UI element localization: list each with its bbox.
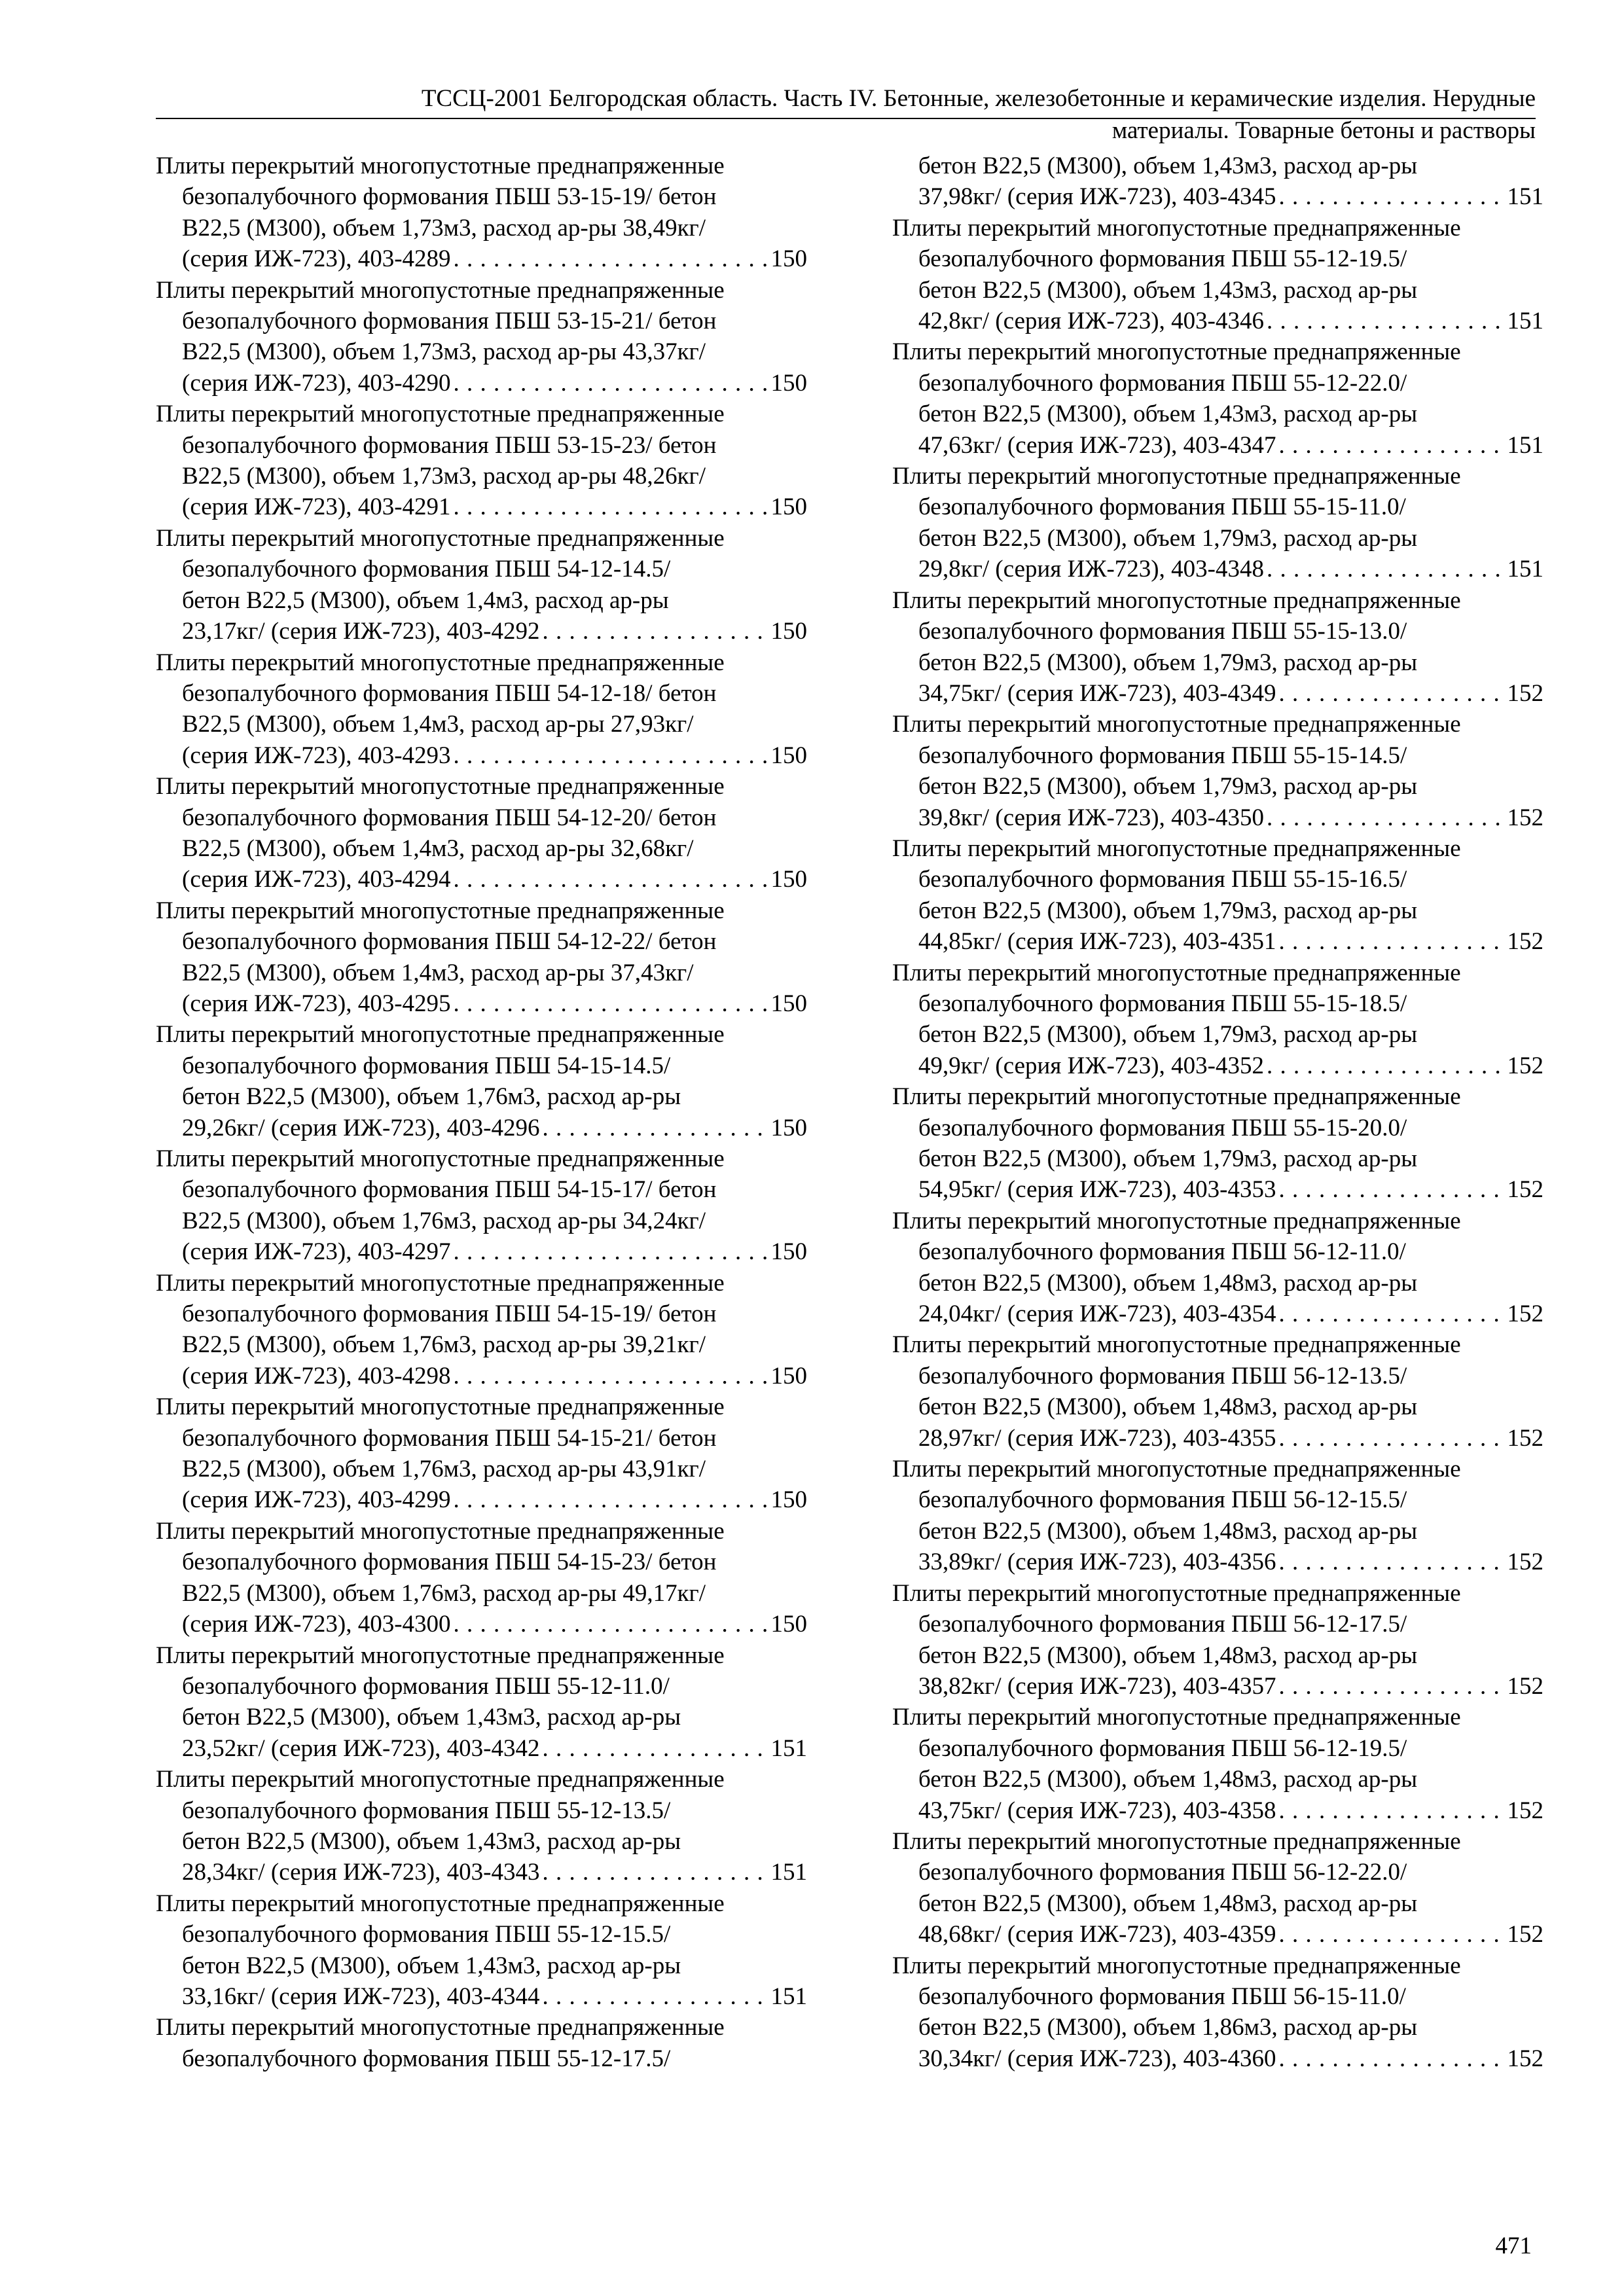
entry-page-number: 150 [770, 1486, 807, 1514]
entry-text: 44,85кг/ (серия ИЖ-723), 403-4351 [918, 928, 1276, 956]
index-entry [156, 1640, 807, 1765]
index-entry [892, 1950, 1543, 2075]
entry-line: бетон B22,5 (М300), объем 1,43м3, расход ар-ры [182, 1952, 681, 1979]
entry-line: безопалубочного формования ПБШ 55-12-22.0/ [918, 369, 1407, 397]
entry-line: Плиты перекрытий многопустотные преднапряженные [156, 276, 725, 304]
entry-line: безопалубочного формования ПБШ 55-15-20.0/ [918, 1114, 1407, 1141]
entry-line [156, 1361, 807, 1391]
index-entry [156, 1764, 807, 1888]
dot-leader [542, 1857, 768, 1888]
entry-line [892, 1671, 1543, 1702]
entry-line: безопалубочного формования ПБШ 53-15-19/ бетон [182, 183, 717, 211]
index-entry [156, 399, 807, 523]
entry-text: 29,26кг/ (серия ИЖ-723), 403-4296 [182, 1114, 540, 1141]
index-entry [892, 151, 1543, 213]
index-entry [892, 1826, 1543, 1950]
entry-line: безопалубочного формования ПБШ 55-12-17.5/ [182, 2045, 671, 2072]
dot-leader [1278, 1174, 1504, 1205]
dot-leader [1278, 1671, 1504, 1702]
dot-leader [1278, 1299, 1504, 1329]
entry-line: Плиты перекрытий многопустотные преднапряженные [156, 649, 725, 676]
entry-line: Плиты перекрытий многопустотные преднапряженные [156, 1517, 725, 1545]
entry-line: Плиты перекрытий многопустотные преднапряженные [156, 1393, 725, 1421]
entry-line: безопалубочного формования ПБШ 56-12-15.5/ [918, 1486, 1407, 1514]
entry-line: B22,5 (М300), объем 1,4м3, расход ар-ры 32,68кг/ [182, 834, 694, 862]
entry-line [892, 2043, 1543, 2074]
entry-line [892, 802, 1543, 833]
index-entry [156, 1516, 807, 1640]
entry-text: (серия ИЖ-723), 403-4289 [182, 245, 451, 273]
index-entry [892, 213, 1543, 337]
entry-line: Плиты перекрытий многопустотные преднапряженные [892, 1952, 1461, 1979]
entry-line: безопалубочного формования ПБШ 55-12-19.5/ [918, 245, 1407, 273]
entry-line: бетон B22,5 (М300), объем 1,79м3, расход ар-ры [918, 1021, 1418, 1049]
entry-line [892, 1919, 1543, 1950]
entry-line: безопалубочного формования ПБШ 55-15-16.5/ [918, 866, 1407, 893]
entry-line: бетон B22,5 (М300), объем 1,79м3, расход ар-ры [918, 897, 1418, 924]
entry-line [156, 1236, 807, 1267]
entry-line: Плиты перекрытий многопустотные преднапряженные [156, 1145, 725, 1172]
dot-leader [454, 740, 768, 771]
entry-text: (серия ИЖ-723), 403-4298 [182, 1362, 451, 1390]
entry-line [156, 1609, 807, 1640]
entry-line: безопалубочного формования ПБШ 54-12-20/ бетон [182, 804, 717, 831]
entry-line: Плиты перекрытий многопустотные преднапряженные [892, 463, 1461, 490]
index-entry [156, 523, 807, 647]
entry-page-number: 152 [1507, 2045, 1543, 2072]
entry-line: безопалубочного формования ПБШ 54-15-23/ бетон [182, 1549, 717, 1576]
index-entry [892, 1578, 1543, 1702]
entry-line: Плиты перекрытий многопустотные преднапряженные [892, 1456, 1461, 1483]
header-rule [156, 118, 1536, 119]
entry-line: бетон B22,5 (М300), объем 1,79м3, расход ар-ры [918, 773, 1418, 800]
dot-leader [1278, 1919, 1504, 1950]
entry-page-number: 150 [770, 369, 807, 397]
entry-line [892, 554, 1543, 584]
index-entry [892, 1702, 1543, 1826]
index-entry [156, 1268, 807, 1392]
entry-line [156, 988, 807, 1019]
index-entry [156, 1391, 807, 1516]
entry-line [156, 616, 807, 647]
entry-line: Плиты перекрытий многопустотные преднапряженные [892, 1331, 1461, 1359]
entry-page-number: 150 [770, 493, 807, 521]
entry-page-number: 152 [1507, 1052, 1543, 1079]
entry-line: безопалубочного формования ПБШ 55-12-13.5/ [182, 1797, 671, 1824]
entry-line [892, 926, 1543, 957]
entry-line: безопалубочного формования ПБШ 56-12-17.5/ [918, 1611, 1407, 1638]
entry-line [156, 1484, 807, 1515]
entry-text: 33,89кг/ (серия ИЖ-723), 403-4356 [918, 1549, 1276, 1576]
entry-line: Плиты перекрытий многопустотные преднапряженные [892, 834, 1461, 862]
entry-line: Плиты перекрытий многопустотные преднапряженные [892, 959, 1461, 986]
entry-text: 29,8кг/ (серия ИЖ-723), 403-4348 [918, 556, 1264, 583]
entry-line: безопалубочного формования ПБШ 54-12-22/ бетон [182, 928, 717, 956]
entry-page-number: 151 [770, 1859, 807, 1886]
entry-line: Плиты перекрытий многопустотные преднапряженные [156, 1269, 725, 1297]
entry-line: B22,5 (М300), объем 1,76м3, расход ар-ры 43,91кг/ [182, 1456, 706, 1483]
dot-leader [454, 864, 768, 895]
index-entry [892, 336, 1543, 461]
entry-page-number: 150 [770, 742, 807, 769]
entry-text: (серия ИЖ-723), 403-4299 [182, 1486, 451, 1514]
dot-leader [454, 1361, 768, 1391]
entry-text: 48,68кг/ (серия ИЖ-723), 403-4359 [918, 1921, 1276, 1948]
entry-line: B22,5 (М300), объем 1,4м3, расход ар-ры 37,43кг/ [182, 959, 694, 986]
dot-leader [454, 368, 768, 399]
entry-page-number: 152 [1507, 928, 1543, 956]
entry-page-number: 150 [770, 1114, 807, 1141]
index-column-left [156, 151, 807, 2074]
dot-leader [1278, 430, 1504, 461]
entry-line: бетон B22,5 (М300), объем 1,48м3, расход ар-ры [918, 1641, 1418, 1669]
entry-line: Плиты перекрытий многопустотные преднапряженные [156, 1890, 725, 1917]
entry-page-number: 150 [770, 1238, 807, 1266]
entry-line: Плиты перекрытий многопустотные преднапряженные [156, 152, 725, 179]
entry-line: B22,5 (М300), объем 1,73м3, расход ар-ры 38,49кг/ [182, 214, 706, 242]
entry-text: 24,04кг/ (серия ИЖ-723), 403-4354 [918, 1300, 1276, 1328]
dot-leader [454, 988, 768, 1019]
entry-text: 37,98кг/ (серия ИЖ-723), 403-4345 [918, 183, 1276, 211]
entry-line: безопалубочного формования ПБШ 53-15-21/ бетон [182, 308, 717, 335]
dot-leader [1267, 306, 1505, 336]
entry-line: бетон B22,5 (М300), объем 1,79м3, расход ар-ры [918, 649, 1418, 676]
entry-line [892, 1795, 1543, 1826]
index-entry [156, 1143, 807, 1268]
entry-line [892, 678, 1543, 709]
entry-page-number: 152 [1507, 804, 1543, 831]
entry-text: 47,63кг/ (серия ИЖ-723), 403-4347 [918, 431, 1276, 459]
entry-text: 23,52кг/ (серия ИЖ-723), 403-4342 [182, 1734, 540, 1762]
entry-line: B22,5 (М300), объем 1,76м3, расход ар-ры 39,21кг/ [182, 1331, 706, 1359]
entry-line: Плиты перекрытий многопустотные преднапряженные [156, 897, 725, 924]
entry-line: Плиты перекрытий многопустотные преднапряженные [156, 1641, 725, 1669]
entry-page-number: 150 [770, 990, 807, 1017]
entry-line: Плиты перекрытий многопустотные преднапряженные [892, 214, 1461, 242]
entry-line: Плиты перекрытий многопустотные преднапряженные [156, 1021, 725, 1049]
entry-line [892, 1174, 1543, 1205]
entry-line [892, 306, 1543, 336]
entry-line: безопалубочного формования ПБШ 54-12-18/ бетон [182, 679, 717, 707]
index-entry [156, 1888, 807, 2013]
index-entry [156, 275, 807, 399]
entry-line: бетон B22,5 (М300), объем 1,86м3, расход ар-ры [918, 2014, 1418, 2041]
dot-leader [1278, 1547, 1504, 1577]
entry-line [156, 1981, 807, 2012]
index-entry [892, 833, 1543, 958]
entry-page-number: 151 [1507, 431, 1543, 459]
entry-line: бетон B22,5 (М300), объем 1,43м3, расход ар-ры [918, 276, 1418, 304]
entry-line: бетон B22,5 (М300), объем 1,48м3, расход ар-ры [918, 1766, 1418, 1793]
entry-text: (серия ИЖ-723), 403-4300 [182, 1611, 451, 1638]
entry-text: (серия ИЖ-723), 403-4293 [182, 742, 451, 769]
index-entry [892, 1081, 1543, 1206]
entry-page-number: 151 [770, 1982, 807, 2010]
entry-line: Плиты перекрытий многопустотные преднапряженные [156, 524, 725, 552]
entry-line: бетон B22,5 (М300), объем 1,43м3, расход ар-ры [182, 1827, 681, 1855]
entry-line: Плиты перекрытий многопустотные преднапряженные [892, 586, 1461, 614]
index-entry [892, 1206, 1543, 1330]
index-entry [892, 958, 1543, 1082]
entry-line [892, 430, 1543, 461]
index-entry [892, 1454, 1543, 1578]
entry-page-number: 150 [770, 1611, 807, 1638]
entry-page-number: 151 [1507, 556, 1543, 583]
entry-line [156, 1113, 807, 1143]
entry-page-number: 151 [770, 1734, 807, 1762]
entry-page-number: 151 [1507, 183, 1543, 211]
entry-page-number: 151 [1507, 308, 1543, 335]
entry-line: Плиты перекрытий многопустотные преднапряженные [892, 1207, 1461, 1234]
entry-line [156, 492, 807, 522]
dot-leader [1278, 2043, 1504, 2074]
entry-line: Плиты перекрытий многопустотные преднапряженные [156, 773, 725, 800]
dot-leader [1278, 1795, 1504, 1826]
index-entry [892, 461, 1543, 585]
entry-page-number: 152 [1507, 1176, 1543, 1204]
entry-line: бетон B22,5 (М300), объем 1,43м3, расход ар-ры [182, 1704, 681, 1731]
running-header [156, 82, 1536, 147]
index-entry [892, 585, 1543, 709]
dot-leader [542, 1733, 768, 1764]
entry-line: Плиты перекрытий многопустотные преднапряженные [892, 338, 1461, 366]
entry-line: бетон B22,5 (М300), объем 1,43м3, расход ар-ры [918, 152, 1418, 179]
entry-page-number: 152 [1507, 1921, 1543, 1948]
entry-text: (серия ИЖ-723), 403-4294 [182, 866, 451, 893]
entry-text: 33,16кг/ (серия ИЖ-723), 403-4344 [182, 1982, 540, 2010]
entry-line [156, 1733, 807, 1764]
entry-line: безопалубочного формования ПБШ 54-15-14.5/ [182, 1052, 671, 1079]
entry-line: безопалубочного формования ПБШ 56-12-19.5/ [918, 1734, 1407, 1762]
index-entry [892, 709, 1543, 833]
entry-line: B22,5 (М300), объем 1,73м3, расход ар-ры 48,26кг/ [182, 463, 706, 490]
entry-line: безопалубочного формования ПБШ 56-12-22.0/ [918, 1859, 1407, 1886]
entry-line [892, 1547, 1543, 1577]
entry-line: безопалубочного формования ПБШ 56-12-13.5/ [918, 1362, 1407, 1390]
entry-line [156, 864, 807, 895]
entry-page-number: 150 [770, 866, 807, 893]
page-number: 471 [1495, 2233, 1532, 2259]
entry-line: Плиты перекрытий многопустотные преднапряженные [156, 2014, 725, 2041]
entry-line: безопалубочного формования ПБШ 54-15-21/ бетон [182, 1424, 717, 1452]
entry-page-number: 152 [1507, 1549, 1543, 1576]
header-line-2: материалы. Товарные бетоны и растворы [1111, 117, 1536, 144]
entry-page-number: 150 [770, 1362, 807, 1390]
entry-text: 28,34кг/ (серия ИЖ-723), 403-4343 [182, 1859, 540, 1886]
entry-page-number: 152 [1507, 679, 1543, 707]
entry-text: 49,9кг/ (серия ИЖ-723), 403-4352 [918, 1052, 1264, 1079]
entry-line: бетон B22,5 (М300), объем 1,79м3, расход ар-ры [918, 524, 1418, 552]
index-entry [892, 1329, 1543, 1454]
entry-line: бетон B22,5 (М300), объем 1,48м3, расход ар-ры [918, 1269, 1418, 1297]
entry-page-number: 152 [1507, 1797, 1543, 1824]
index-column-right [892, 151, 1543, 2074]
index-entry [156, 895, 807, 1020]
entry-line [892, 181, 1543, 212]
entry-text: (серия ИЖ-723), 403-4295 [182, 990, 451, 1017]
index-entry [156, 2012, 807, 2074]
index-entry [156, 771, 807, 895]
entry-text: 34,75кг/ (серия ИЖ-723), 403-4349 [918, 679, 1276, 707]
entry-line: бетон B22,5 (М300), объем 1,4м3, расход ар-ры [182, 586, 669, 614]
entry-text: (серия ИЖ-723), 403-4297 [182, 1238, 451, 1266]
entry-text: 43,75кг/ (серия ИЖ-723), 403-4358 [918, 1797, 1276, 1824]
entry-page-number: 152 [1507, 1672, 1543, 1700]
entry-text: (серия ИЖ-723), 403-4291 [182, 493, 451, 521]
entry-text: (серия ИЖ-723), 403-4290 [182, 369, 451, 397]
entry-line: Плиты перекрытий многопустотные преднапряженные [892, 1579, 1461, 1607]
entry-page-number: 150 [770, 618, 807, 645]
entry-line: безопалубочного формования ПБШ 56-15-11.0/ [918, 1982, 1406, 2010]
entry-page-number: 152 [1507, 1300, 1543, 1328]
dot-leader [542, 1981, 768, 2012]
dot-leader [1278, 1423, 1504, 1454]
header-line-1: ТССЦ-2001 Белгородская область. Часть IV. Бетонные, железобетонные и керамические изделия. Нерудные [421, 85, 1536, 112]
index-entry [156, 647, 807, 772]
dot-leader [1278, 181, 1504, 212]
entry-text: 38,82кг/ (серия ИЖ-723), 403-4357 [918, 1672, 1276, 1700]
entry-line: Плиты перекрытий многопустотные преднапряженные [156, 401, 725, 428]
entry-line: безопалубочного формования ПБШ 55-15-11.0/ [918, 493, 1406, 521]
dot-leader [454, 492, 768, 522]
index-entry [156, 151, 807, 275]
dot-leader [1267, 802, 1505, 833]
entry-line: безопалубочного формования ПБШ 55-12-11.0/ [182, 1672, 670, 1700]
dot-leader [542, 616, 768, 647]
entry-line: Плиты перекрытий многопустотные преднапряженные [892, 1827, 1461, 1855]
entry-page-number: 152 [1507, 1424, 1543, 1452]
entry-line: безопалубочного формования ПБШ 54-15-19/ бетон [182, 1300, 717, 1328]
entry-line: Плиты перекрытий многопустотные преднапряженные [892, 1704, 1461, 1731]
dot-leader [454, 1484, 768, 1515]
entry-line [892, 1050, 1543, 1081]
entry-text: 54,95кг/ (серия ИЖ-723), 403-4353 [918, 1176, 1276, 1204]
dot-leader [1267, 554, 1505, 584]
dot-leader [454, 1609, 768, 1640]
entry-text: 39,8кг/ (серия ИЖ-723), 403-4350 [918, 804, 1264, 831]
entry-line: Плиты перекрытий многопустотные преднапряженные [156, 1766, 725, 1793]
entry-line: бетон B22,5 (М300), объем 1,43м3, расход ар-ры [918, 401, 1418, 428]
entry-text: 28,97кг/ (серия ИЖ-723), 403-4355 [918, 1424, 1276, 1452]
dot-leader [454, 1236, 768, 1267]
entry-line: безопалубочного формования ПБШ 53-15-23/ бетон [182, 431, 717, 459]
entry-line: бетон B22,5 (М300), объем 1,48м3, расход ар-ры [918, 1393, 1418, 1421]
entry-line: безопалубочного формования ПБШ 55-15-13.0/ [918, 618, 1407, 645]
entry-line [892, 1423, 1543, 1454]
entry-line: безопалубочного формования ПБШ 54-15-17/ бетон [182, 1176, 717, 1204]
entry-line [892, 1299, 1543, 1329]
entry-line: B22,5 (М300), объем 1,76м3, расход ар-ры 49,17кг/ [182, 1579, 706, 1607]
entry-line [156, 1857, 807, 1888]
entry-text: 23,17кг/ (серия ИЖ-723), 403-4292 [182, 618, 540, 645]
dot-leader [1278, 926, 1504, 957]
entry-line: Плиты перекрытий многопустотные преднапряженные [892, 1083, 1461, 1111]
entry-line: безопалубочного формования ПБШ 55-12-15.5/ [182, 1921, 671, 1948]
entry-line: безопалубочного формования ПБШ 54-12-14.5/ [182, 556, 671, 583]
entry-line: B22,5 (М300), объем 1,76м3, расход ар-ры 34,24кг/ [182, 1207, 706, 1234]
dot-leader [454, 243, 768, 274]
dot-leader [542, 1113, 768, 1143]
entry-line: бетон B22,5 (М300), объем 1,79м3, расход ар-ры [918, 1145, 1418, 1172]
entry-text: 42,8кг/ (серия ИЖ-723), 403-4346 [918, 308, 1264, 335]
entry-line: бетон B22,5 (М300), объем 1,76м3, расход ар-ры [182, 1083, 681, 1111]
entry-line: бетон B22,5 (М300), объем 1,48м3, расход ар-ры [918, 1517, 1418, 1545]
entry-line [156, 243, 807, 274]
entry-line: B22,5 (М300), объем 1,4м3, расход ар-ры 27,93кг/ [182, 711, 694, 738]
entry-line: безопалубочного формования ПБШ 56-12-11.0/ [918, 1238, 1406, 1266]
entry-text: 30,34кг/ (серия ИЖ-723), 403-4360 [918, 2045, 1276, 2072]
dot-leader [1267, 1050, 1505, 1081]
entry-line: B22,5 (М300), объем 1,73м3, расход ар-ры 43,37кг/ [182, 338, 706, 366]
entry-line: бетон B22,5 (М300), объем 1,48м3, расход ар-ры [918, 1890, 1418, 1917]
dot-leader [1278, 678, 1504, 709]
entry-line [156, 740, 807, 771]
entry-line: безопалубочного формования ПБШ 55-15-14.5/ [918, 742, 1407, 769]
entry-line [156, 368, 807, 399]
index-entry [156, 1019, 807, 1143]
entry-line: Плиты перекрытий многопустотные преднапряженные [892, 711, 1461, 738]
entry-page-number: 150 [770, 245, 807, 273]
entry-line: безопалубочного формования ПБШ 55-15-18.5/ [918, 990, 1407, 1017]
